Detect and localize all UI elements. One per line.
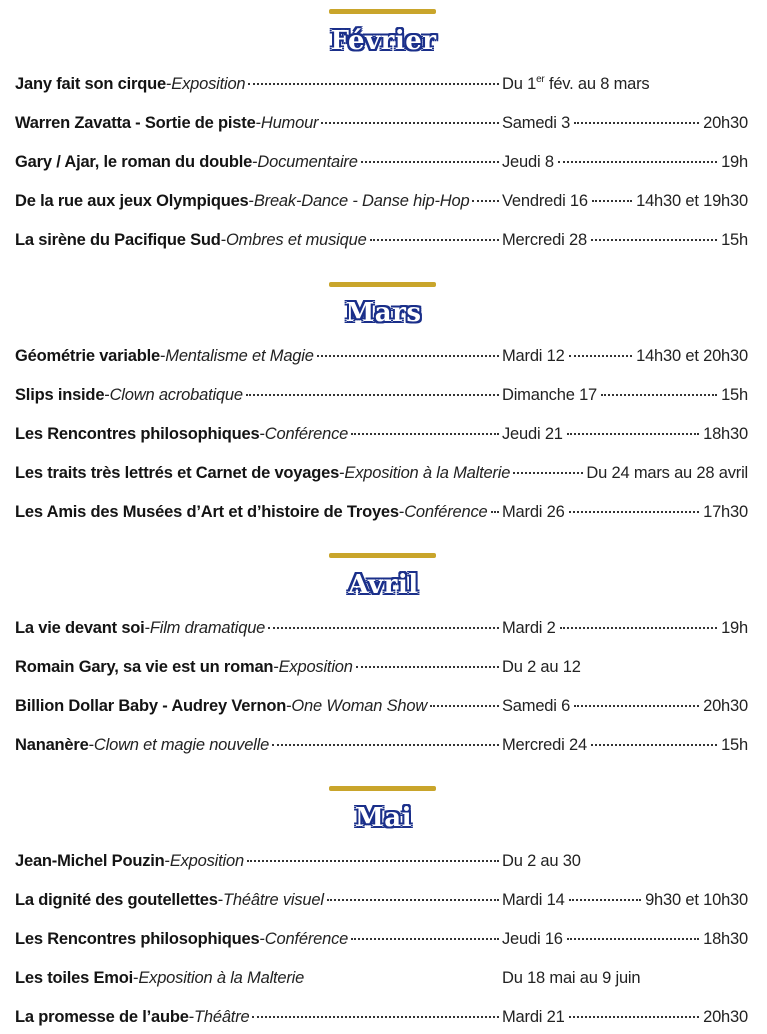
dot-leader <box>317 355 499 357</box>
event-row: Warren Zavatta - Sortie de piste - Humour Samedi 3 20h30 <box>15 111 748 135</box>
event-time: 20h30 <box>703 1008 748 1026</box>
dot-leader <box>569 511 700 513</box>
event-title: Les toiles Emoi <box>15 969 134 987</box>
event-genre: Conférence <box>264 425 349 443</box>
event-date: Du 18 mai au 9 juin <box>502 969 641 987</box>
event-title: Jany fait son cirque <box>15 75 166 93</box>
dot-leader <box>247 860 499 862</box>
event-time: 19h <box>721 619 748 637</box>
event-title: Billion Dollar Baby - Audrey Vernon <box>15 697 287 715</box>
event-row: La sirène du Pacifique Sud - Ombres et musique Mercredi 28 15h <box>15 228 748 252</box>
event-title: La sirène du Pacifique Sud <box>15 231 221 249</box>
event-date: Samedi 6 <box>502 697 571 715</box>
event-genre: Break-Dance - Danse hip-Hop <box>253 192 470 210</box>
dot-leader <box>307 977 499 979</box>
event-genre: Mentalisme et Magie <box>165 347 314 365</box>
event-date: Mardi 26 <box>502 503 565 521</box>
dot-leader <box>361 161 499 163</box>
event-time: 15h <box>721 736 748 754</box>
month-divider <box>329 282 436 287</box>
event-date: Dimanche 17 <box>502 386 598 404</box>
dot-leader <box>268 627 499 629</box>
event-genre: Film dramatique <box>149 619 266 637</box>
event-row: Jany fait son cirque - Exposition Du 1er fév. au 8 mars <box>15 72 748 96</box>
event-title: La dignité des goutellettes <box>15 891 218 909</box>
dot-leader <box>592 200 632 202</box>
event-row: Les Rencontres philosophiques - Conférence Jeudi 16 18h30 <box>15 927 748 951</box>
event-row: Géométrie variable - Mentalisme et Magie Mardi 12 14h30 et 20h30 <box>15 344 748 368</box>
event-title: Les Rencontres philosophiques <box>15 425 260 443</box>
event-genre: Exposition <box>169 852 244 870</box>
dot-leader <box>591 239 717 241</box>
event-row: Les Rencontres philosophiques - Conférence Jeudi 21 18h30 <box>15 422 748 446</box>
event-date: Mercredi 28 <box>502 231 587 249</box>
event-row: La vie devant soi - Film dramatique Mardi 2 19h <box>15 616 748 640</box>
dot-leader <box>569 899 641 901</box>
event-time: 18h30 <box>703 930 748 948</box>
dot-leader <box>513 472 583 474</box>
dot-leader <box>351 938 499 940</box>
event-time: 20h30 <box>703 114 748 132</box>
event-row: Romain Gary, sa vie est un roman - Exposition Du 2 au 12 <box>15 655 748 679</box>
event-title: Les traits très lettrés et Carnet de voyages <box>15 464 340 482</box>
event-date: Jeudi 8 <box>502 153 554 171</box>
event-genre: One Woman Show <box>291 697 428 715</box>
event-date: Mardi 14 <box>502 891 565 909</box>
dot-leader <box>272 744 499 746</box>
event-genre: Documentaire <box>257 153 358 171</box>
event-time: 17h30 <box>703 503 748 521</box>
event-date: Du 24 mars au 28 avril <box>586 464 748 482</box>
dot-leader <box>327 899 499 901</box>
event-row: Slips inside - Clown acrobatique Dimanche 17 15h <box>15 383 748 407</box>
dot-leader <box>558 161 717 163</box>
event-title: Warren Zavatta - Sortie de piste <box>15 114 256 132</box>
event-genre: Théâtre visuel <box>223 891 324 909</box>
event-title: Gary / Ajar, le roman du double <box>15 153 253 171</box>
month-divider <box>329 786 436 791</box>
event-title: De la rue aux jeux Olympiques <box>15 192 249 210</box>
dot-leader <box>560 627 717 629</box>
event-title: Romain Gary, sa vie est un roman <box>15 658 274 676</box>
event-title: Les Rencontres philosophiques <box>15 930 260 948</box>
dot-leader <box>567 433 699 435</box>
event-time: 15h <box>721 231 748 249</box>
event-genre: Clown acrobatique <box>109 386 243 404</box>
event-genre: Clown et magie nouvelle <box>93 736 270 754</box>
event-time: 20h30 <box>703 697 748 715</box>
event-genre: Conférence <box>264 930 349 948</box>
event-row: La dignité des goutellettes - Théâtre visuel Mardi 14 9h30 et 10h30 <box>15 888 748 912</box>
dot-leader <box>567 938 699 940</box>
event-row: Les toiles Emoi - Exposition à la Malterie Du 18 mai au 9 juin <box>15 966 748 990</box>
event-genre: Théâtre <box>194 1008 250 1026</box>
event-title: Slips inside <box>15 386 105 404</box>
month-title-fevrier: Février <box>330 26 437 56</box>
event-date: Du 2 au 30 <box>502 852 581 870</box>
dot-leader <box>569 355 632 357</box>
dot-leader <box>321 122 499 124</box>
event-row: Nananère - Clown et magie nouvelle Mercredi 24 15h <box>15 733 748 757</box>
event-date: Mercredi 24 <box>502 736 587 754</box>
event-date: Vendredi 16 <box>502 192 588 210</box>
event-row: De la rue aux jeux Olympiques - Break-Dance - Danse hip-Hop Vendredi 16 14h30 et 19h30 <box>15 189 748 213</box>
event-title: Les Amis des Musées d’Art et d’histoire de Troyes <box>15 503 399 521</box>
event-time: 14h30 et 19h30 <box>636 192 748 210</box>
event-genre: Conférence <box>404 503 488 521</box>
event-date: Mardi 2 <box>502 619 556 637</box>
event-genre: Ombres et musique <box>225 231 367 249</box>
dot-leader <box>574 705 699 707</box>
dot-leader <box>356 666 499 668</box>
event-date: Mardi 12 <box>502 347 565 365</box>
event-genre: Humour <box>260 114 319 132</box>
dot-leader <box>472 200 499 202</box>
dot-leader <box>248 83 499 85</box>
event-genre: Exposition <box>278 658 353 676</box>
event-time: 9h30 et 10h30 <box>645 891 748 909</box>
dot-leader <box>246 394 499 396</box>
dot-leader <box>574 122 699 124</box>
month-title-avril: Avril <box>348 570 419 600</box>
event-row: La promesse de l’aube - Théâtre Mardi 21 20h30 <box>15 1005 748 1029</box>
month-divider <box>329 9 436 14</box>
month-title-mars: Mars <box>345 298 422 328</box>
event-title: Nananère <box>15 736 89 754</box>
event-time: 19h <box>721 153 748 171</box>
event-row: Jean-Michel Pouzin - Exposition Du 2 au 30 <box>15 849 748 873</box>
dot-leader <box>601 394 717 396</box>
event-date: Jeudi 21 <box>502 425 563 443</box>
event-row: Gary / Ajar, le roman du double - Documentaire Jeudi 8 19h <box>15 150 748 174</box>
event-title: Jean-Michel Pouzin <box>15 852 165 870</box>
dot-leader <box>569 1016 700 1018</box>
event-date: Samedi 3 <box>502 114 571 132</box>
event-genre: Exposition à la Malterie <box>138 969 305 987</box>
dot-leader <box>351 433 499 435</box>
event-title: La promesse de l’aube <box>15 1008 189 1026</box>
month-title-mai: Mai <box>354 803 412 833</box>
event-date: Du 2 au 12 <box>502 658 581 676</box>
month-divider <box>329 553 436 558</box>
event-row: Les traits très lettrés et Carnet de voyages - Exposition à la Malterie Du 24 mars au 28 avril <box>15 461 748 485</box>
event-time: 15h <box>721 386 748 404</box>
event-genre: Exposition à la Malterie <box>344 464 511 482</box>
event-date: Jeudi 16 <box>502 930 563 948</box>
event-title: Géométrie variable <box>15 347 160 365</box>
event-date: Mardi 21 <box>502 1008 565 1026</box>
event-genre: Exposition <box>171 75 246 93</box>
event-row: Les Amis des Musées d’Art et d’histoire de Troyes - Conférence Mardi 26 17h30 <box>15 500 748 524</box>
dot-leader <box>370 239 499 241</box>
event-title: La vie devant soi <box>15 619 145 637</box>
dot-leader <box>591 744 717 746</box>
event-row: Billion Dollar Baby - Audrey Vernon - One Woman Show Samedi 6 20h30 <box>15 694 748 718</box>
dot-leader <box>430 705 499 707</box>
event-time: 18h30 <box>703 425 748 443</box>
event-date: Du 1er fév. au 8 mars <box>502 74 650 93</box>
event-time: 14h30 et 20h30 <box>636 347 748 365</box>
dot-leader <box>252 1016 499 1018</box>
dot-leader <box>491 511 500 513</box>
